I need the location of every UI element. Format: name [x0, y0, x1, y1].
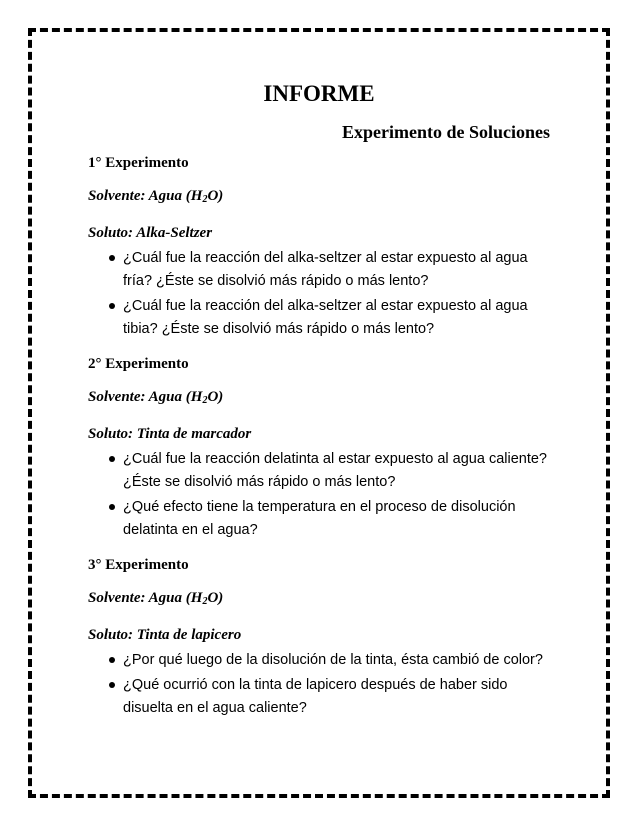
question-item: [88, 649, 558, 672]
experiment-section-2: [88, 354, 558, 542]
solvent-label: [88, 186, 558, 210]
bullet-icon: [109, 255, 115, 261]
question-list: [88, 649, 558, 720]
solvent-label: [88, 588, 558, 612]
solvent-subscript: 2: [202, 395, 208, 406]
solvent-subscript: 2: [202, 596, 208, 607]
solute-label: Soluto: Tinta de marcador: [88, 426, 252, 442]
experiment-section-1: [88, 153, 558, 341]
solvent-text-end: O): [207, 389, 224, 405]
question-text: ¿Qué ocurrió con la tinta de lapicero después de haber sido disuelta en el agua caliente?: [123, 677, 508, 716]
question-text: ¿Qué efecto tiene la temperatura en el proceso de disolución delatinta en el agua?: [123, 499, 516, 538]
question-text: ¿Por qué luego de la disolución de la tinta, ésta cambió de color?: [123, 652, 543, 668]
solvent-text: Solvente: Agua (H: [88, 590, 203, 606]
solute-label: Soluto: Tinta de lapicero: [88, 627, 242, 643]
solvent-label: [88, 387, 558, 411]
question-item: [88, 674, 558, 720]
bullet-icon: [109, 303, 115, 309]
solvent-text: Solvente: Agua (H: [88, 188, 203, 204]
question-list: [88, 247, 558, 341]
document-body: [88, 153, 558, 733]
question-text: ¿Cuál fue la reacción delatinta al estar expuesto al agua caliente? ¿Éste se disolvió más rápido o más lento?: [123, 451, 547, 490]
question-item: [88, 247, 558, 293]
question-item: [88, 295, 558, 341]
experiment-heading: 1° Experimento: [88, 155, 189, 171]
question-text: ¿Cuál fue la reacción del alka-seltzer al estar expuesto al agua fría? ¿Éste se disolvió más rápido o más lento?: [123, 250, 528, 289]
bullet-icon: [109, 657, 115, 663]
question-list: [88, 448, 558, 542]
bullet-icon: [109, 504, 115, 510]
bullet-icon: [109, 456, 115, 462]
experiment-heading: 3° Experimento: [88, 557, 189, 573]
document-title: INFORME: [263, 81, 375, 106]
solvent-text-end: O): [207, 590, 224, 606]
experiment-section-3: [88, 555, 558, 720]
question-item: [88, 496, 558, 542]
document-subtitle: Experimento de Soluciones: [341, 122, 550, 142]
solvent-text: Solvente: Agua (H: [88, 389, 203, 405]
solvent-subscript: 2: [202, 194, 208, 205]
question-item: [88, 448, 558, 494]
experiment-heading: 2° Experimento: [88, 356, 189, 372]
question-text: ¿Cuál fue la reacción del alka-seltzer al estar expuesto al agua tibia? ¿Éste se disolvió más rápido o más lento?: [123, 298, 528, 337]
bullet-icon: [109, 682, 115, 688]
solute-label: Soluto: Alka-Seltzer: [88, 225, 213, 241]
solvent-text-end: O): [207, 188, 224, 204]
